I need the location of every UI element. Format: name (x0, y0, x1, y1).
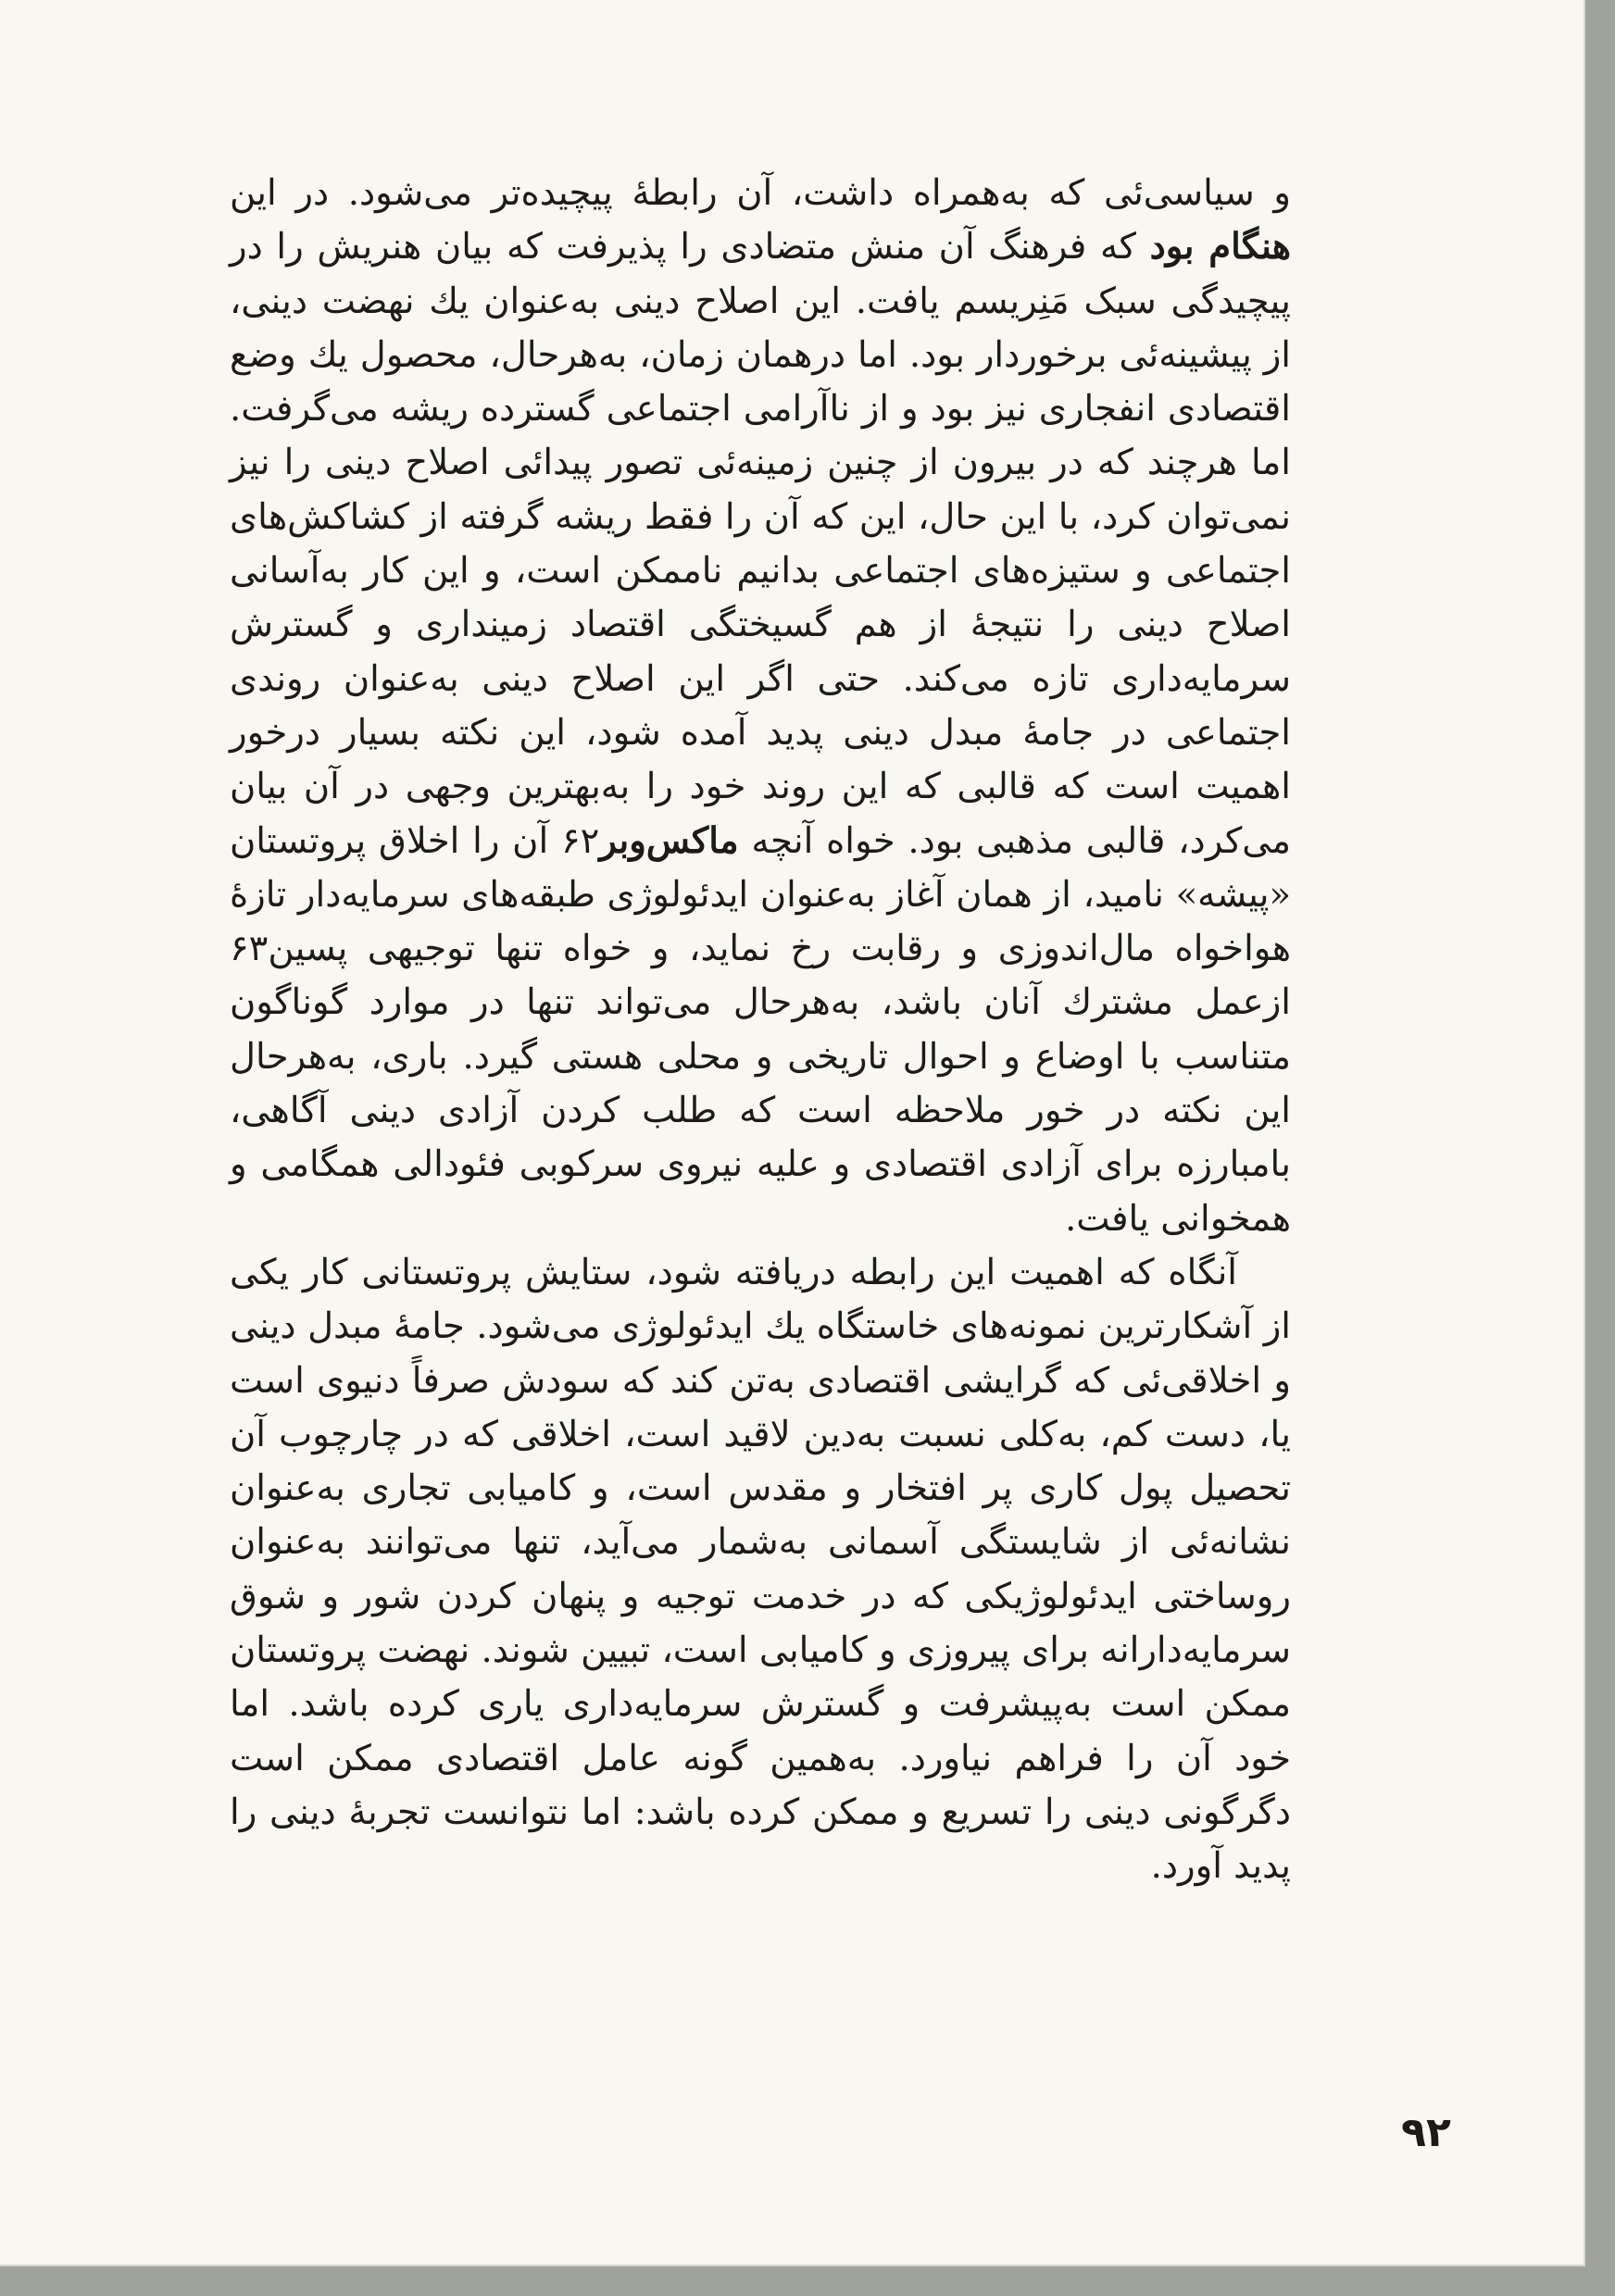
paragraph-2 (230, 1246, 1291, 1894)
page-number: ۹۲ (1401, 2109, 1451, 2156)
paragraph-1-text-b: که فرهنگ آن منش متضادی را پذیرفت که بیان هنریش را در پیچیدگی سبک مَنِریسم یافت. این اصلاح دینی به‌عنوان یك نهضت دینی، از پیشینه‌ئی برخوردار بود. اما درهمان زمان، به‌هرحال، محصول یك وضع اقتصادی انفجاری نیز بود و از ناآرامی اجتماعی گسترده ریشه می‌گرفت. اما هرچند که در بیرون از چنین زمینه‌ئی تصور پیدائی اصلاح دینی را نیز نمی‌توان کرد، با این حال، این که آن را فقط ریشه گرفته از کشاکش‌های اجتماعی و ستیزه‌های اجتماعی بدانیم ناممکن است، و این کار به‌آسانی اصلاح دینی را نتیجهٔ از هم گسیختگی اقتصاد زمینداری و گسترش سرمایه‌داری تازه می‌کند. حتی اگر این اصلاح دینی به‌عنوان روندی اجتماعی در جامهٔ مبدل دینی پدید آمده شود، این نکته بسیار درخور اهمیت است که قالبی که این روند خود را به‌بهترین وجهی در آن بیان می‌کرد، قالبی مذهبی بود. خواه آنچه (230, 226, 1291, 862)
emphasis-hengam-bud: هنگام بود (1149, 226, 1291, 268)
paragraph-1 (230, 167, 1291, 1246)
body-text (230, 167, 1291, 1894)
paragraph-1-text-d: ۶۳ ازعمل مشترك آنان باشد، به‌هرحال می‌تواند تنها در موارد گوناگون متناسب با اوضاع و احوال تاریخی و محلی هستی گیرد. باری، به‌هرحال این نکته در خور ملاحظه است که طلب کردن آزادی دینی آگاهی، بامبارزه برای آزادی اقتصادی و علیه نیروی سرکوبی فئودالی همگامی و همخوانی یافت. (230, 928, 1291, 1240)
paragraph-2-text: آنگاه که اهمیت این رابطه دریافته شود، ستایش پروتستانی کار یکی از آشکارترین نمونه‌های خاستگاه یك ایدئولوژی می‌شود. جامهٔ مبدل دینی و اخلاقی‌ئی که گرایشی اقتصادی به‌تن کند که سودش صرفاً دنیوی است یا، دست کم، به‌کلی نسبت به‌دین لاقید است، اخلاقی که در چارچوب آن تحصیل پول کاری پر افتخار و مقدس است، و کامیابی تجاری به‌عنوان نشانه‌ئی از شایستگی آسمانی به‌شمار می‌آید، تنها می‌توانند به‌عنوان روساختی ایدئولوژیکی که در خدمت توجیه و پنهان کردن شور و شوق سرمایه‌دارانه برای پیروزی و کامیابی است، تبیین شوند. نهضت پروتستان ممکن است به‌پیشرفت و گسترش سرمایه‌داری یاری کرده باشد. اما خود آن را فراهم نیاورد. به‌همین گونه عامل اقتصادی ممکن است دگرگونی دینی را تسریع و ممکن کرده باشد: اما نتوانست تجربهٔ دینی را پدید آورد. (230, 1251, 1291, 1888)
paragraph-1-text-a: و سیاسی‌ئی که به‌همراه داشت، آن رابطهٔ پیچیده‌تر می‌شود. در این (230, 172, 1291, 214)
emphasis-max-weber: ماکس‌وبر (599, 819, 739, 862)
paragraph-1-text-c: ۶۲ آن را اخلاق پروتستان «پیشه» نامید، از همان آغاز به‌عنوان ایدئولوژی طبقه‌های سرمایه‌دار تازهٔ هواخواه مال‌اندوزی و رقابت رخ نماید، و خواه تنها توجیهی پسین (230, 819, 1291, 970)
